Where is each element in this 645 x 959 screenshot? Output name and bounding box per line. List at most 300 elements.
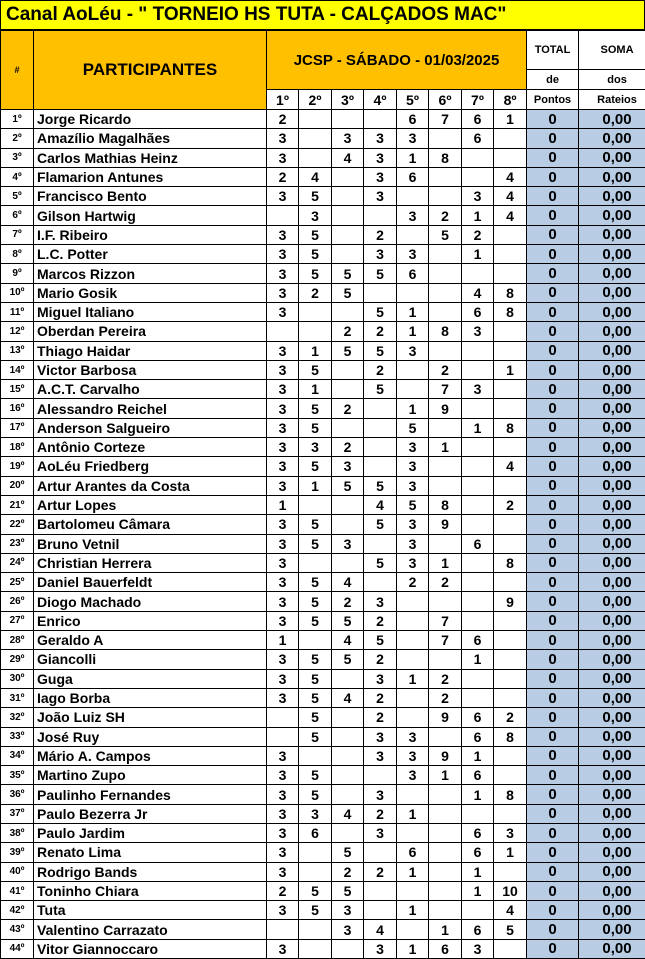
round-score-1: 3 [267, 148, 299, 167]
round-score-4: 2 [364, 862, 397, 881]
participant-name: Oberdan Pereira [34, 322, 267, 341]
round-score-6 [429, 476, 462, 495]
table-row [1, 592, 645, 611]
round-header-3: 3º [332, 90, 364, 110]
round-score-5: 3 [397, 341, 429, 360]
round-score-7: 1 [462, 746, 494, 765]
sum-rateios: 0,00 [579, 573, 645, 592]
round-score-8: 4 [494, 457, 527, 476]
round-score-6 [429, 418, 462, 437]
round-score-5: 2 [397, 573, 429, 592]
round-score-6 [429, 843, 462, 862]
round-score-4: 4 [364, 920, 397, 939]
round-score-4: 5 [364, 380, 397, 399]
round-score-5 [397, 881, 429, 900]
table-row [1, 148, 645, 167]
participant-name: Daniel Bauerfeldt [34, 573, 267, 592]
sum-rateios: 0,00 [579, 245, 645, 264]
round-score-3 [332, 669, 364, 688]
sum-rateios: 0,00 [579, 650, 645, 669]
round-score-5: 1 [397, 901, 429, 920]
round-score-4: 2 [364, 804, 397, 823]
round-score-8: 8 [494, 418, 527, 437]
round-score-4 [364, 843, 397, 862]
round-score-5: 1 [397, 804, 429, 823]
round-score-3 [332, 187, 364, 206]
sum-rateios: 0,00 [579, 438, 645, 457]
participant-name: Thiago Haidar [34, 341, 267, 360]
sum-rateios: 0,00 [579, 495, 645, 514]
round-score-6: 7 [429, 631, 462, 650]
round-score-4: 5 [364, 341, 397, 360]
round-score-6 [429, 901, 462, 920]
total-points: 0 [527, 766, 579, 785]
round-score-7: 6 [462, 823, 494, 842]
total-header-line2: de [527, 70, 579, 90]
round-score-5: 1 [397, 322, 429, 341]
round-score-6: 1 [429, 920, 462, 939]
round-score-2: 1 [299, 476, 332, 495]
sum-header-line2: dos [579, 70, 645, 90]
table-row [1, 534, 645, 553]
participant-name: Giancolli [34, 650, 267, 669]
round-score-7 [462, 148, 494, 167]
round-score-6 [429, 650, 462, 669]
round-score-1: 3 [267, 553, 299, 572]
round-score-5 [397, 611, 429, 630]
position-cell: 41º [1, 881, 34, 900]
table-row [1, 476, 645, 495]
round-score-3: 5 [332, 476, 364, 495]
round-score-6: 2 [429, 360, 462, 379]
position-cell: 26º [1, 592, 34, 611]
total-points: 0 [527, 129, 579, 148]
round-score-3: 3 [332, 129, 364, 148]
round-score-8: 1 [494, 110, 527, 129]
participant-name: Marcos Rizzon [34, 264, 267, 283]
sum-rateios: 0,00 [579, 515, 645, 534]
round-score-1: 3 [267, 399, 299, 418]
total-points: 0 [527, 534, 579, 553]
round-score-1: 3 [267, 302, 299, 321]
participant-name: Enrico [34, 611, 267, 630]
round-score-4: 3 [364, 785, 397, 804]
round-score-4 [364, 110, 397, 129]
round-score-1: 3 [267, 438, 299, 457]
position-cell: 40º [1, 862, 34, 881]
round-score-8 [494, 515, 527, 534]
round-score-1: 3 [267, 746, 299, 765]
position-cell: 3º [1, 148, 34, 167]
table-row [1, 573, 645, 592]
round-score-1: 3 [267, 611, 299, 630]
round-score-7 [462, 438, 494, 457]
round-score-1 [267, 708, 299, 727]
round-score-5: 1 [397, 939, 429, 958]
position-cell: 18º [1, 438, 34, 457]
round-score-1: 3 [267, 341, 299, 360]
table-row [1, 322, 645, 341]
round-score-2: 5 [299, 457, 332, 476]
round-score-4: 3 [364, 129, 397, 148]
round-score-8 [494, 766, 527, 785]
total-points: 0 [527, 939, 579, 958]
position-cell: 12º [1, 322, 34, 341]
round-score-2: 5 [299, 245, 332, 264]
round-score-3 [332, 110, 364, 129]
round-score-3 [332, 245, 364, 264]
round-score-3: 2 [332, 592, 364, 611]
table-row [1, 939, 645, 958]
round-score-7 [462, 804, 494, 823]
round-score-5: 6 [397, 843, 429, 862]
round-score-1: 1 [267, 495, 299, 514]
position-cell: 20º [1, 476, 34, 495]
round-score-8 [494, 534, 527, 553]
round-score-7: 6 [462, 727, 494, 746]
round-score-8: 2 [494, 495, 527, 514]
round-score-4 [364, 418, 397, 437]
round-score-6: 2 [429, 669, 462, 688]
round-score-3: 2 [332, 322, 364, 341]
round-score-8: 4 [494, 167, 527, 186]
round-score-2 [299, 843, 332, 862]
round-score-8 [494, 804, 527, 823]
position-cell: 34º [1, 746, 34, 765]
round-score-7: 6 [462, 631, 494, 650]
round-score-2: 1 [299, 380, 332, 399]
round-score-4: 3 [364, 939, 397, 958]
round-score-7: 6 [462, 110, 494, 129]
round-score-3: 4 [332, 148, 364, 167]
round-score-6 [429, 341, 462, 360]
round-score-5: 3 [397, 438, 429, 457]
sum-rateios: 0,00 [579, 380, 645, 399]
sum-header-line1: SOMA [579, 31, 645, 70]
round-score-5 [397, 823, 429, 842]
position-cell: 6º [1, 206, 34, 225]
total-points: 0 [527, 843, 579, 862]
position-cell: 32º [1, 708, 34, 727]
round-score-3 [332, 766, 364, 785]
round-score-7: 2 [462, 225, 494, 244]
position-cell: 30º [1, 669, 34, 688]
event-header: JCSP - SÁBADO - 01/03/2025 [267, 31, 527, 90]
round-score-5: 6 [397, 110, 429, 129]
round-score-8 [494, 322, 527, 341]
position-header: # [1, 31, 34, 110]
round-score-2 [299, 148, 332, 167]
round-score-2 [299, 862, 332, 881]
round-score-2: 6 [299, 823, 332, 842]
participant-name: Victor Barbosa [34, 360, 267, 379]
sum-rateios: 0,00 [579, 457, 645, 476]
round-score-2: 5 [299, 785, 332, 804]
round-score-5: 5 [397, 418, 429, 437]
round-score-6 [429, 187, 462, 206]
total-points: 0 [527, 167, 579, 186]
round-score-6: 7 [429, 110, 462, 129]
total-points: 0 [527, 360, 579, 379]
round-score-2: 5 [299, 881, 332, 900]
round-score-8 [494, 688, 527, 707]
sum-rateios: 0,00 [579, 862, 645, 881]
round-score-2: 5 [299, 360, 332, 379]
participant-name: Flamarion Antunes [34, 167, 267, 186]
round-score-2: 5 [299, 611, 332, 630]
round-score-1: 3 [267, 245, 299, 264]
participant-name: Amazílio Magalhães [34, 129, 267, 148]
round-score-8 [494, 380, 527, 399]
table-row [1, 881, 645, 900]
sum-rateios: 0,00 [579, 920, 645, 939]
round-score-1: 3 [267, 457, 299, 476]
round-score-7 [462, 669, 494, 688]
total-points: 0 [527, 650, 579, 669]
round-score-1: 3 [267, 862, 299, 881]
round-score-2 [299, 746, 332, 765]
table-row [1, 187, 645, 206]
table-row [1, 129, 645, 148]
round-score-8 [494, 669, 527, 688]
round-score-2 [299, 631, 332, 650]
position-cell: 37º [1, 804, 34, 823]
round-score-6 [429, 534, 462, 553]
round-score-5: 6 [397, 167, 429, 186]
round-score-5 [397, 360, 429, 379]
sum-rateios: 0,00 [579, 785, 645, 804]
total-points: 0 [527, 708, 579, 727]
round-score-8 [494, 245, 527, 264]
round-score-8: 10 [494, 881, 527, 900]
sum-rateios: 0,00 [579, 843, 645, 862]
sum-header-line3: Rateios [579, 90, 645, 110]
round-score-4: 5 [364, 302, 397, 321]
round-score-8 [494, 129, 527, 148]
round-score-7 [462, 264, 494, 283]
round-score-3: 4 [332, 573, 364, 592]
round-score-6: 8 [429, 148, 462, 167]
round-score-6 [429, 167, 462, 186]
total-points: 0 [527, 631, 579, 650]
sum-rateios: 0,00 [579, 592, 645, 611]
round-score-2: 5 [299, 399, 332, 418]
table-row [1, 341, 645, 360]
total-points: 0 [527, 283, 579, 302]
round-score-4 [364, 766, 397, 785]
table-row [1, 438, 645, 457]
round-score-8: 8 [494, 785, 527, 804]
round-score-7: 6 [462, 534, 494, 553]
participant-name: Toninho Chiara [34, 881, 267, 900]
sum-rateios: 0,00 [579, 611, 645, 630]
round-score-1 [267, 920, 299, 939]
round-score-3: 5 [332, 264, 364, 283]
round-score-8 [494, 611, 527, 630]
round-score-2 [299, 110, 332, 129]
round-score-7 [462, 901, 494, 920]
total-points: 0 [527, 553, 579, 572]
round-score-7 [462, 476, 494, 495]
round-score-7: 1 [462, 245, 494, 264]
position-cell: 25º [1, 573, 34, 592]
round-score-7 [462, 457, 494, 476]
round-score-5: 1 [397, 302, 429, 321]
sum-rateios: 0,00 [579, 148, 645, 167]
table-row [1, 843, 645, 862]
position-cell: 28º [1, 631, 34, 650]
round-score-3: 5 [332, 341, 364, 360]
participant-name: A.C.T. Carvalho [34, 380, 267, 399]
round-score-6 [429, 823, 462, 842]
round-score-8: 3 [494, 823, 527, 842]
round-score-3 [332, 206, 364, 225]
round-score-1: 1 [267, 631, 299, 650]
round-score-1: 3 [267, 380, 299, 399]
round-score-7: 6 [462, 920, 494, 939]
round-score-7 [462, 592, 494, 611]
table-row [1, 862, 645, 881]
total-points: 0 [527, 823, 579, 842]
round-score-7: 3 [462, 187, 494, 206]
round-score-3: 3 [332, 901, 364, 920]
total-points: 0 [527, 727, 579, 746]
round-score-2 [299, 129, 332, 148]
round-score-2: 5 [299, 669, 332, 688]
participant-name: Bartolomeu Câmara [34, 515, 267, 534]
round-score-7: 6 [462, 843, 494, 862]
sheet-title: Canal AoLéu - " TORNEIO HS TUTA - CALÇADOS MAC" [0, 0, 645, 30]
round-score-7: 3 [462, 322, 494, 341]
total-header-line1: TOTAL [527, 31, 579, 70]
round-score-2: 5 [299, 534, 332, 553]
round-score-2: 5 [299, 264, 332, 283]
round-score-7: 1 [462, 418, 494, 437]
participant-name: Alessandro Reichel [34, 399, 267, 418]
position-cell: 23º [1, 534, 34, 553]
participants-header: PARTICIPANTES [34, 31, 267, 110]
round-score-4: 2 [364, 650, 397, 669]
round-score-6: 1 [429, 766, 462, 785]
round-score-1: 2 [267, 110, 299, 129]
round-score-7 [462, 399, 494, 418]
round-score-5 [397, 283, 429, 302]
participant-name: João Luiz SH [34, 708, 267, 727]
round-score-5 [397, 785, 429, 804]
round-score-2 [299, 939, 332, 958]
round-score-3 [332, 360, 364, 379]
participant-name: Bruno Vetnil [34, 534, 267, 553]
round-score-7: 4 [462, 283, 494, 302]
round-score-6: 7 [429, 380, 462, 399]
round-score-1: 3 [267, 823, 299, 842]
round-score-1: 3 [267, 843, 299, 862]
tournament-table [0, 30, 645, 959]
table-row [1, 708, 645, 727]
position-cell: 43º [1, 920, 34, 939]
round-score-2: 2 [299, 283, 332, 302]
participant-name: Anderson Salgueiro [34, 418, 267, 437]
round-score-8: 4 [494, 206, 527, 225]
round-score-3: 3 [332, 920, 364, 939]
round-score-4: 3 [364, 669, 397, 688]
participant-name: Valentino Carrazato [34, 920, 267, 939]
participant-name: Jorge Ricardo [34, 110, 267, 129]
round-score-6: 2 [429, 206, 462, 225]
participant-name: Vitor Giannoccaro [34, 939, 267, 958]
round-score-7: 1 [462, 881, 494, 900]
sum-rateios: 0,00 [579, 534, 645, 553]
round-score-5 [397, 708, 429, 727]
table-row [1, 206, 645, 225]
position-cell: 21º [1, 495, 34, 514]
table-row [1, 245, 645, 264]
participant-name: Tuta [34, 901, 267, 920]
round-score-8 [494, 476, 527, 495]
round-score-4: 3 [364, 727, 397, 746]
round-score-5 [397, 650, 429, 669]
round-score-2: 3 [299, 804, 332, 823]
round-score-7: 6 [462, 129, 494, 148]
table-row [1, 611, 645, 630]
round-score-3 [332, 225, 364, 244]
sum-rateios: 0,00 [579, 476, 645, 495]
round-score-5: 3 [397, 746, 429, 765]
round-score-8: 4 [494, 901, 527, 920]
total-points: 0 [527, 515, 579, 534]
position-cell: 10º [1, 283, 34, 302]
round-score-5: 1 [397, 399, 429, 418]
total-header-line3: Pontos [527, 90, 579, 110]
total-points: 0 [527, 438, 579, 457]
table-row [1, 669, 645, 688]
round-score-6: 9 [429, 515, 462, 534]
table-row [1, 495, 645, 514]
table-row [1, 457, 645, 476]
sum-rateios: 0,00 [579, 669, 645, 688]
round-score-5: 1 [397, 148, 429, 167]
round-score-2: 3 [299, 438, 332, 457]
round-score-8: 8 [494, 553, 527, 572]
sum-rateios: 0,00 [579, 206, 645, 225]
table-row [1, 688, 645, 707]
round-score-2: 5 [299, 650, 332, 669]
round-score-8 [494, 399, 527, 418]
round-score-8: 5 [494, 920, 527, 939]
participant-name: Guga [34, 669, 267, 688]
table-row [1, 360, 645, 379]
round-header-8: 8º [494, 90, 527, 110]
round-score-4: 5 [364, 476, 397, 495]
round-score-8: 1 [494, 360, 527, 379]
participant-name: Paulo Jardim [34, 823, 267, 842]
round-score-4: 5 [364, 515, 397, 534]
round-score-3 [332, 727, 364, 746]
table-row [1, 283, 645, 302]
position-cell: 15º [1, 380, 34, 399]
total-points: 0 [527, 206, 579, 225]
round-score-1: 3 [267, 785, 299, 804]
total-points: 0 [527, 495, 579, 514]
round-score-2 [299, 553, 332, 572]
table-row [1, 920, 645, 939]
round-score-3: 5 [332, 843, 364, 862]
round-score-7 [462, 341, 494, 360]
round-score-3 [332, 785, 364, 804]
table-row [1, 650, 645, 669]
round-score-5 [397, 592, 429, 611]
round-score-1: 3 [267, 766, 299, 785]
